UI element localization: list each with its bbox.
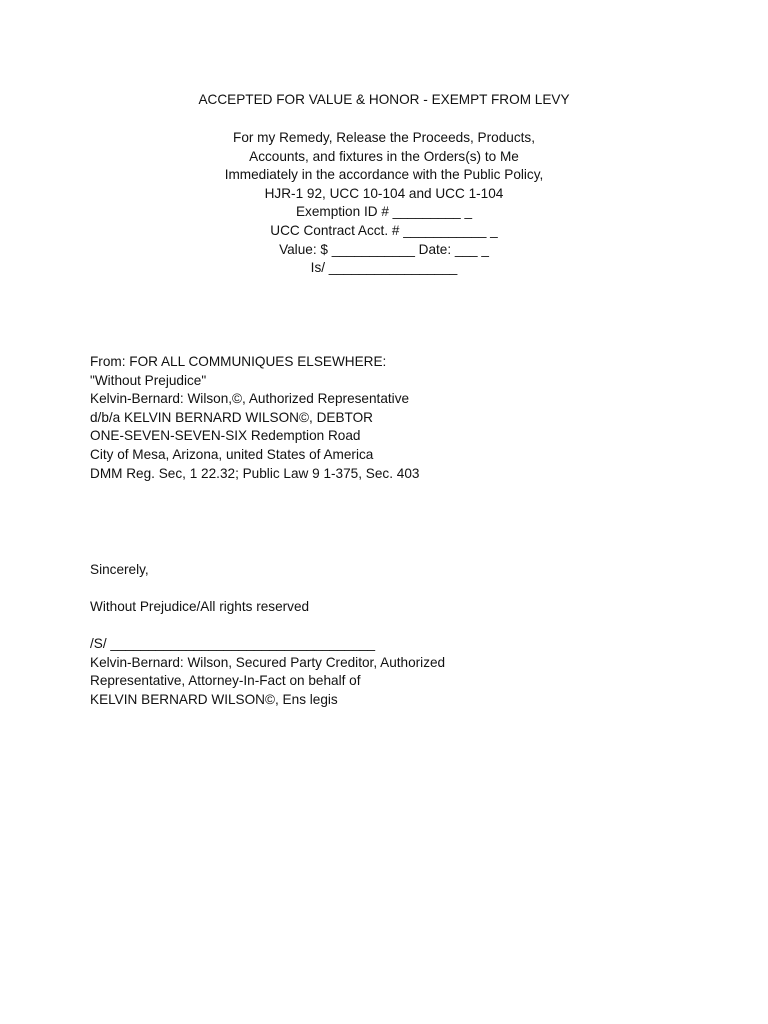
remedy-line: HJR-1 92, UCC 10-104 and UCC 1-104 [264,185,504,201]
from-line: "Without Prejudice" [90,372,207,388]
signature-line: /S/ ___________________________________ [90,636,376,651]
is-signature-line: Is/ _________________ [310,260,458,276]
from-line: ONE-SEVEN-SEVEN-SIX Redemption Road [90,428,361,444]
remedy-line: Accounts, and fixtures in the Orders(s) to Me [249,148,519,164]
remedy-line: For my Remedy, Release the Proceeds, Products, [233,130,535,145]
exemption-id-line: Exemption ID # _________ _ [295,204,473,220]
value-date-line: Value: $ ___________ Date: ___ _ [279,241,489,257]
document-heading: ACCEPTED FOR VALUE & HONOR - EXEMPT FROM LEVY [198,92,570,107]
from-line: From: FOR ALL COMMUNIQUES ELSEWHERE: [90,354,387,369]
from-line: d/b/a KELVIN BERNARD WILSON©, DEBTOR [90,409,373,425]
signatory-line: Representative, Attorney-In-Fact on behalf of [90,673,361,689]
from-address-block [90,353,690,483]
signature-block [90,635,690,709]
remedy-block [0,129,768,278]
remedy-line: Immediately in the accordance with the Public Policy, [224,167,544,183]
closing-sincerely: Sincerely, [90,562,149,577]
signatory-line: KELVIN BERNARD WILSON©, Ens legis [90,691,338,707]
from-line: Kelvin-Bernard: Wilson,©, Authorized Representative [90,391,410,407]
closing-rights-reserved: Without Prejudice/All rights reserved [90,599,310,614]
from-line: DMM Reg. Sec, 1 22.32; Public Law 9 1-375, Sec. 403 [90,465,420,481]
from-line: City of Mesa, Arizona, united States of America [90,446,374,462]
contract-account-line: UCC Contract Acct. # ___________ _ [270,222,498,238]
signatory-line: Kelvin-Bernard: Wilson, Secured Party Creditor, Authorized [90,654,446,670]
